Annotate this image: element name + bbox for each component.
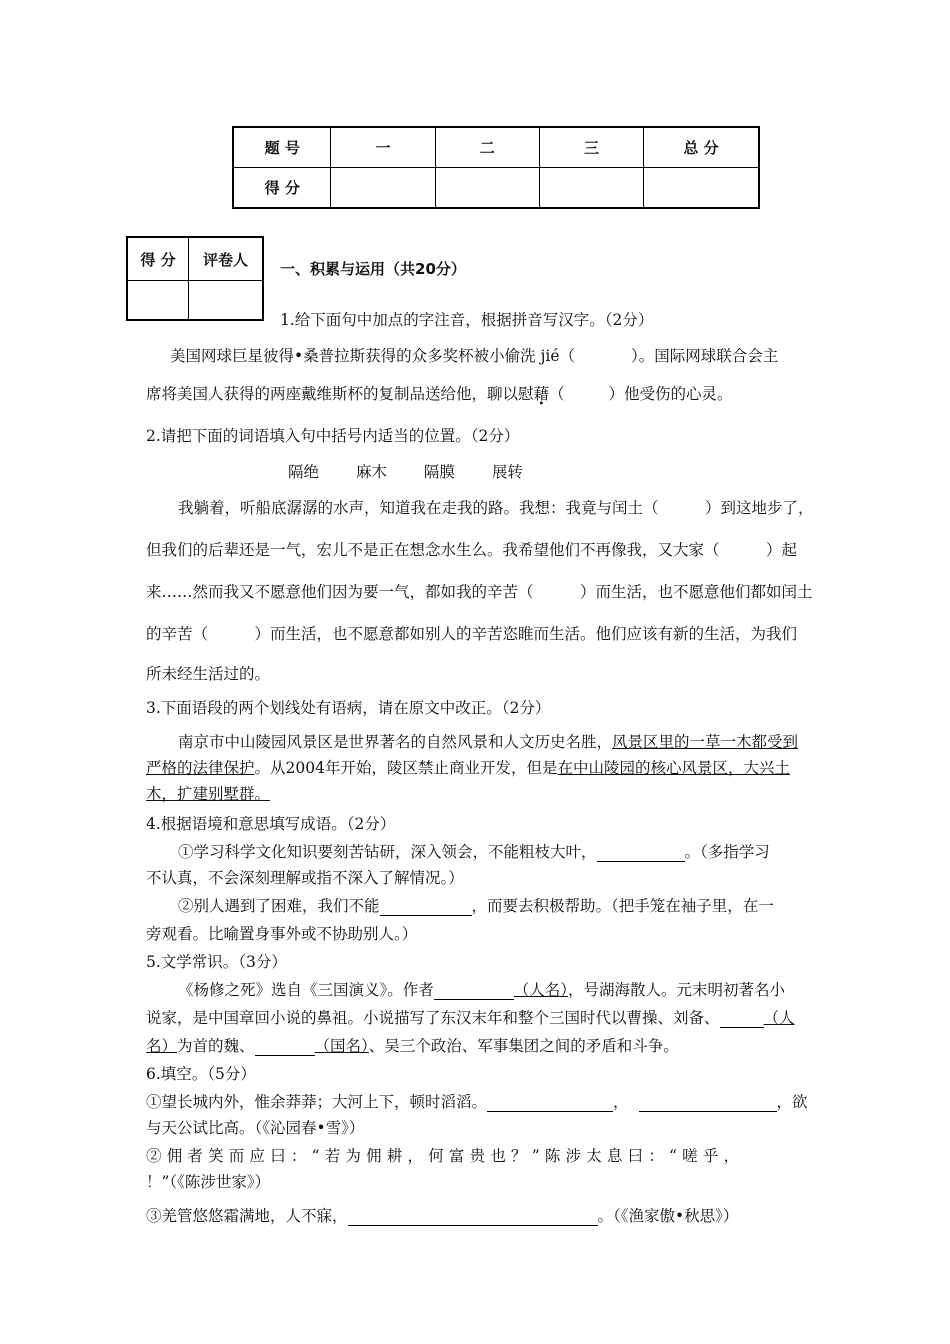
score-header-cell: 题 号 xyxy=(233,127,331,168)
q6-item3: ③羌管悠悠霜满地，人不寐， 。（《渔家傲•秋思》） xyxy=(146,1207,739,1225)
grader-name-header: 评卷人 xyxy=(189,237,264,281)
q5-line3: 名）为首的魏、 （国名）、吴三个政治、军事集团之间的矛盾和斗争。 xyxy=(146,1037,679,1055)
grader-name-cell[interactable] xyxy=(189,281,264,321)
q5-line2: 说家，是中国章回小说的鼻祖。小说描写了东汉末年和整个三国时代以曹操、刘备、 （人 xyxy=(146,1009,795,1027)
q2-para-line: 但我们的后辈还是一气，宏儿不是正在想念水生么。我希望他们不再像我，又大家（ ）起 xyxy=(146,541,798,559)
q4-item1-cont: 不认真，不会深刻理解或指不深入了解情况。） xyxy=(146,869,464,887)
q1-line1: 美国网球巨星彼得•桑普拉斯获得的众多奖杯被小偷洗 jié（ ）。国际网球联合会主 xyxy=(170,347,779,365)
dotted-char: 藉 xyxy=(533,385,550,403)
q2-word: 麻木 xyxy=(355,463,387,481)
answer-blank[interactable] xyxy=(597,845,685,862)
q2-para-line: 所未经生活过的。 xyxy=(146,665,271,683)
q2-stem: 2.请把下面的词语填入句中括号内适当的位置。（2分） xyxy=(146,427,520,445)
score-cell[interactable] xyxy=(331,168,435,209)
score-header-cell: 一 xyxy=(331,127,435,168)
q3-stem: 3.下面语段的两个划线处有语病，请在原文中改正。（2分） xyxy=(146,699,551,717)
q6-item2: ②佣者笑而应曰：“若为佣耕，何富贵也？”陈涉太息曰：“嗟乎， xyxy=(146,1147,745,1165)
q6-item1: ①望长城内外，惟余莽莽；大河上下，顿时滔滔。 ， ，欲 xyxy=(146,1093,808,1111)
answer-blank[interactable] xyxy=(380,899,472,916)
q1-line2: 席将美国人获得的两座戴维斯杯的复制品送给他，聊以慰藉（ ）他受伤的心灵。 xyxy=(146,385,733,403)
q2-para-line: 我躺着，听船底潺潺的水声，知道我在走我的路。我想：我竟与闰土（ ）到这地步了， xyxy=(178,499,814,517)
q3-line3 xyxy=(146,782,270,804)
q3-line1: 南京市中山陵园风景区是世界著名的自然风景和人文历史名胜，风景区里的一草一木都受到 xyxy=(178,733,799,751)
answer-blank[interactable] xyxy=(720,1011,764,1028)
grader-table xyxy=(126,236,264,321)
underlined-error-2: 木，扩建别墅群。 xyxy=(146,785,271,803)
score-table-score-row xyxy=(233,168,759,209)
score-cell[interactable] xyxy=(435,168,539,209)
score-header-cell: 总 分 xyxy=(644,127,759,168)
q2-word: 展转 xyxy=(491,463,523,481)
score-cell[interactable] xyxy=(539,168,643,209)
q4-item2-cont: 旁观看。比喻置身事外或不协助别人。） xyxy=(146,925,418,943)
q4-item2: ②别人遇到了困难，我们不能 ，而要去积极帮助。（把手笼在袖子里，在一 xyxy=(178,897,774,915)
answer-blank[interactable] xyxy=(639,1095,777,1112)
answer-blank[interactable] xyxy=(434,983,514,1000)
section-title: 一、积累与运用（共20分） xyxy=(280,260,466,278)
q6-item1-cont: 与天公试比高。（《沁园春•雪》） xyxy=(146,1119,365,1137)
score-table xyxy=(232,126,760,209)
q1-stem: 1.给下面句中加点的字注音，根据拼音写汉字。（2分） xyxy=(280,311,654,329)
answer-blank[interactable] xyxy=(255,1039,315,1056)
grader-score-cell[interactable] xyxy=(127,281,189,321)
q2-para-line: 来……然而我又不愿意他们因为要一气，都如我的辛苦（ ）而生活，也不愿意他们都如闰土 xyxy=(146,583,813,601)
score-header-cell: 二 xyxy=(435,127,539,168)
underlined-error-1: 风景区里的一草一木都受到 xyxy=(612,733,799,751)
underlined-error-2: 在中山陵园的核心风景区，大兴土 xyxy=(557,759,790,777)
score-cell[interactable] xyxy=(644,168,759,209)
q3-line2: 严格的法律保护。从2004年开始，陵区禁止商业开发，但是在中山陵园的核心风景区，大兴土 xyxy=(146,759,790,777)
q5-line1: 《杨修之死》选自《三国演义》。作者 （人名），号湖海散人。元末明初著名小 xyxy=(178,981,786,999)
answer-blank[interactable] xyxy=(348,1209,598,1226)
q2-word-list xyxy=(288,460,523,482)
q5-stem: 5.文学常识。（3分） xyxy=(146,953,287,971)
grader-score-header: 得 分 xyxy=(127,237,189,281)
q4-stem: 4.根据语境和意思填写成语。（2分） xyxy=(146,815,396,833)
q2-para-line: 的辛苦（ ）而生活，也不愿意都如别人的辛苦恣睢而生活。他们应该有新的生活，为我们 xyxy=(146,625,798,643)
answer-blank[interactable] xyxy=(487,1095,613,1112)
score-table-header-row xyxy=(233,127,759,168)
q2-word: 隔绝 xyxy=(288,463,320,481)
q6-stem: 6.填空。（5分） xyxy=(146,1065,256,1083)
q6-item2-cont: ！”（《陈涉世家》） xyxy=(146,1173,271,1191)
q2-word: 隔膜 xyxy=(423,463,455,481)
score-header-cell: 三 xyxy=(539,127,643,168)
underlined-error-1: 严格的法律保护 xyxy=(146,759,255,777)
score-row-label: 得 分 xyxy=(233,168,331,209)
q4-item1: ①学习科学文化知识要刻苦钻研，深入领会，不能粗枝大叶， 。（多指学习 xyxy=(178,843,770,861)
